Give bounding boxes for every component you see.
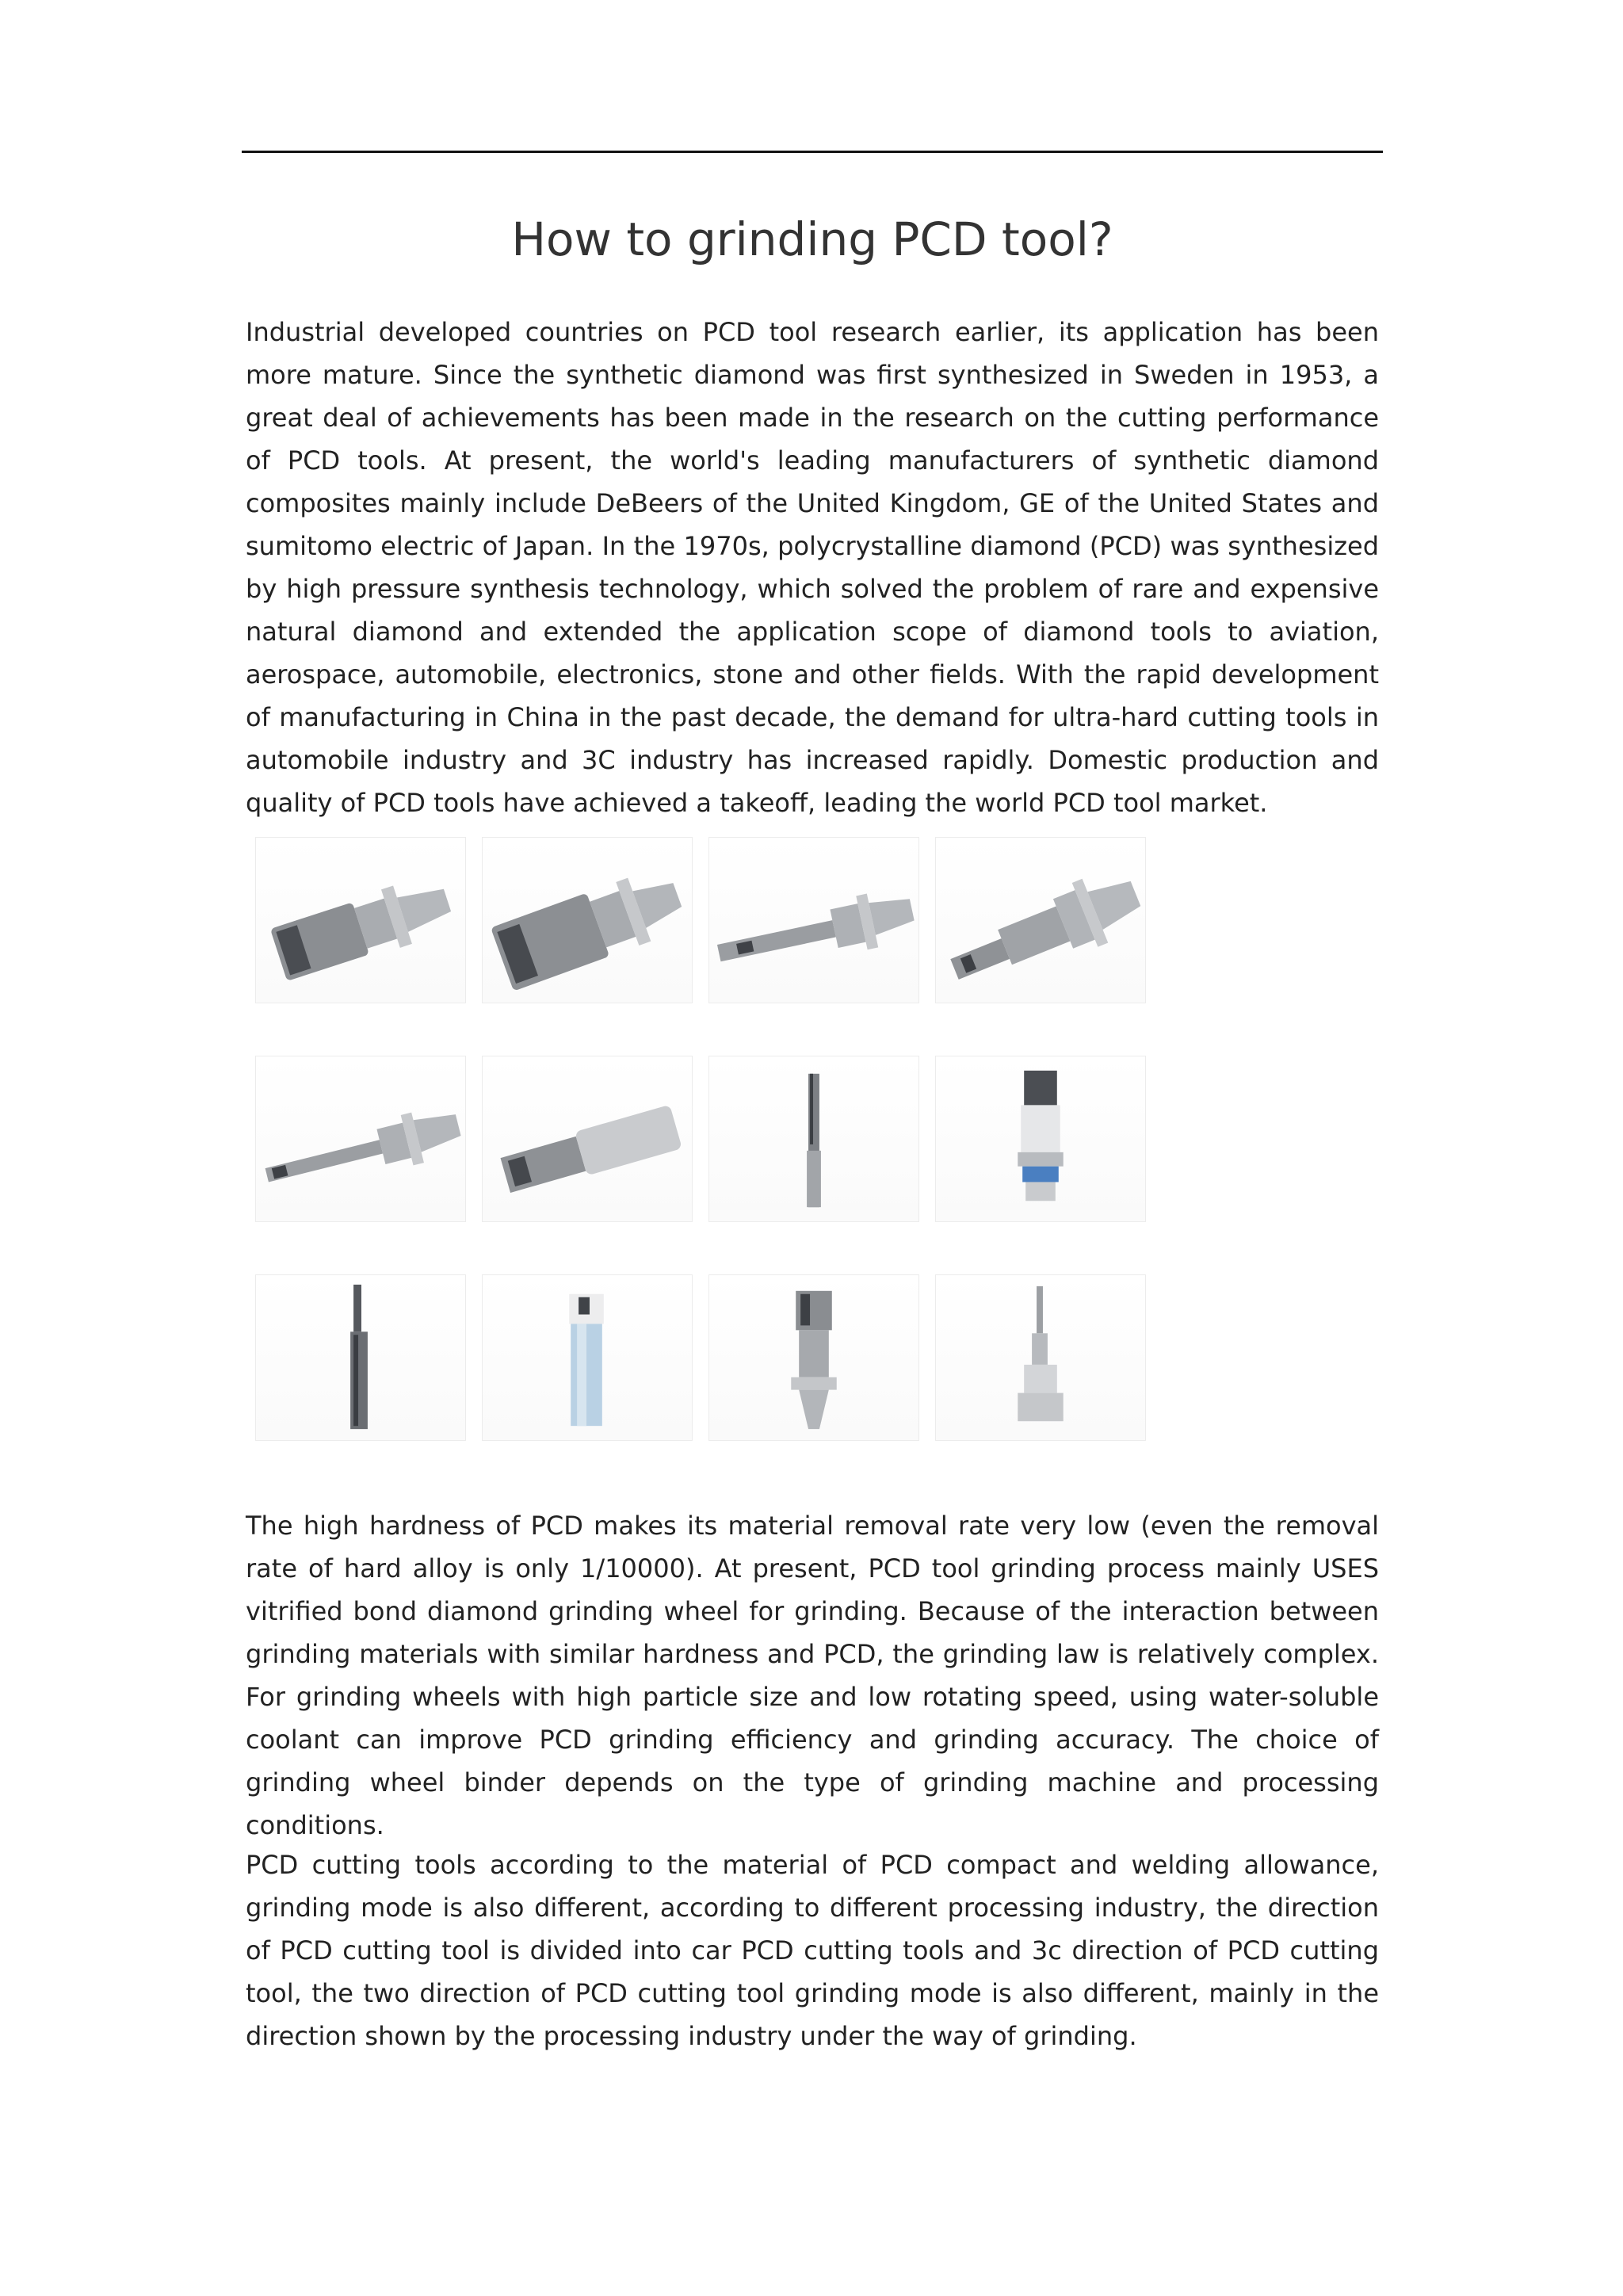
- pcd-stepped-boring-tool-image: [935, 837, 1146, 1003]
- intro-paragraph: Industrial developed countries on PCD tool research earlier, its application has been more mature. Since the synthetic diamond was first synthesized in Sweden in 1953, a great deal of achievements has been made in the research on the cutting performance of PCD tools. At present, the world's leading manufacturers of synthetic diamond composites mainly include DeBeers of the United Kingdom, GE of the United States and sumitomo electric of Japan. In the 1970s, polycrystalline diamond (PCD) was synthesized by high pressure synthesis technology, which solved the problem of rare and expensive natural diamond and extended the application scope of diamond tools to aviation, aerospace, automobile, electronics, stone and other fields. With the rapid development of manufacturing in China in the past decade, the demand for ultra-hard cutting tools in automobile industry and 3C industry has increased rapidly. Domestic production and quality of PCD tools have achieved a takeoff, leading the world PCD tool market.: [246, 317, 1379, 818]
- tool-image-gallery: [255, 837, 1151, 1447]
- pcd-long-reamer-tool-image: [255, 1056, 466, 1222]
- page-title: How to grinding PCD tool?: [511, 212, 1113, 266]
- header-rule: [242, 151, 1383, 153]
- pcd-spiral-drill-image: [708, 1056, 919, 1222]
- grinding-mode-paragraph: PCD cutting tools according to the material of PCD compact and welding allowance, grinding mode is also different, according to different processing industry, the direction of PCD cutting tool is divided into car PCD cutting tools and 3c direction of PCD cutting tool, the two direction of PCD cutting tool grinding mode is also different, mainly in the direction shown by the processing industry under the way of grinding.: [246, 1850, 1379, 2051]
- pcd-milling-cutter-large-tool-image: [482, 837, 693, 1003]
- pcd-end-mill-holder-image: [935, 1056, 1146, 1222]
- pcd-long-boring-tool-image: [708, 837, 919, 1003]
- pcd-shank-cutter-image: [482, 1274, 693, 1441]
- pcd-slender-end-mill-image: [255, 1274, 466, 1441]
- pcd-fine-boring-holder-image: [935, 1274, 1146, 1441]
- grinding-process-paragraph: The high hardness of PCD makes its material removal rate very low (even the removal rate of hard alloy is only 1/10000). At present, PCD tool grinding process mainly USES vitrified bond diamond grinding wheel for grinding. Because of the interaction between grinding materials with similar hardness and PCD, the grinding law is relatively complex. For grinding wheels with high particle size and low rotating speed, using water-soluble coolant can improve PCD grinding efficiency and grinding accuracy. The choice of grinding wheel binder depends on the type of grinding machine and processing conditions.: [246, 1511, 1379, 1840]
- pcd-face-mill-holder-image: [708, 1274, 919, 1441]
- pcd-milling-cutter-tool-image: [255, 837, 466, 1003]
- pcd-straight-shank-cutter-image: [482, 1056, 693, 1222]
